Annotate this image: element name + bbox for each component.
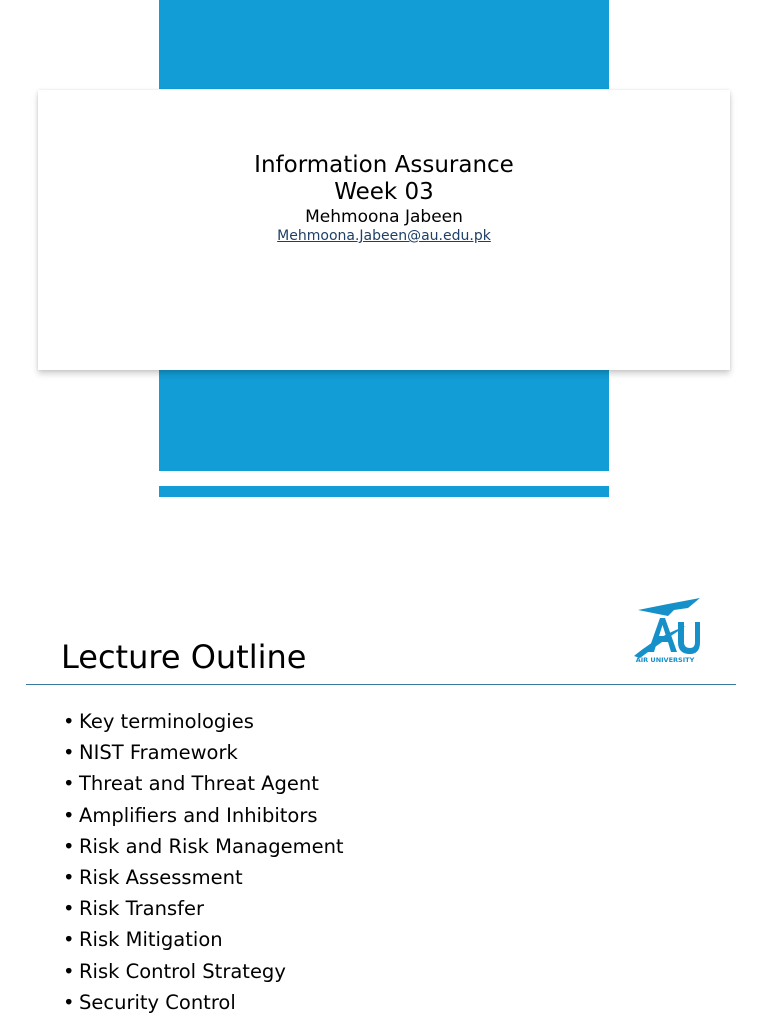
bullet-glyph: • <box>63 990 75 1014</box>
list-item <box>63 924 344 955</box>
list-item-label: Risk Transfer <box>79 897 205 921</box>
list-item <box>63 831 344 862</box>
bullet-glyph: • <box>63 959 75 983</box>
title-divider <box>26 684 736 685</box>
bottom-accent-block <box>159 370 609 471</box>
outline-title: Lecture Outline <box>61 638 307 676</box>
bullet-glyph: • <box>63 772 75 796</box>
author-name: Mehmoona Jabeen <box>305 207 463 227</box>
title-card <box>38 90 730 370</box>
top-accent-block <box>159 0 609 89</box>
author-email-container <box>38 227 730 245</box>
list-item <box>63 800 344 831</box>
logo-text: AIR UNIVERSITY <box>635 656 695 664</box>
list-item-label: Security Control <box>79 990 236 1014</box>
bullet-glyph: • <box>63 710 75 733</box>
air-university-logo <box>628 596 702 664</box>
presentation-title: Information Assurance <box>254 152 514 178</box>
bullet-glyph: • <box>63 803 75 827</box>
outline-list <box>63 706 344 1018</box>
list-item <box>63 987 344 1018</box>
list-item <box>63 862 344 893</box>
list-item <box>63 893 344 924</box>
author-email-link[interactable]: Mehmoona.Jabeen@au.edu.pk <box>277 228 491 244</box>
bullet-glyph: • <box>63 834 75 858</box>
bullet-glyph: • <box>63 897 75 921</box>
list-item <box>63 737 344 768</box>
list-item-label: Risk and Risk Management <box>79 834 344 858</box>
bullet-glyph: • <box>63 866 75 890</box>
list-item <box>63 768 344 799</box>
list-item-label: Risk Assessment <box>79 866 243 890</box>
accent-strip <box>159 486 609 497</box>
list-item <box>63 706 344 737</box>
bullet-glyph: • <box>63 928 75 952</box>
list-item-label: NIST Framework <box>79 741 238 765</box>
outline-slide <box>0 540 768 1024</box>
list-item-label: Risk Mitigation <box>79 928 223 952</box>
list-item-label: Threat and Threat Agent <box>79 772 319 796</box>
list-item <box>63 956 344 987</box>
list-item-label: Key terminologies <box>79 710 254 733</box>
list-item-label: Amplifiers and Inhibitors <box>79 803 318 827</box>
bullet-glyph: • <box>63 741 75 765</box>
list-item-label: Risk Control Strategy <box>79 959 286 983</box>
presentation-subtitle: Week 03 <box>334 179 434 205</box>
